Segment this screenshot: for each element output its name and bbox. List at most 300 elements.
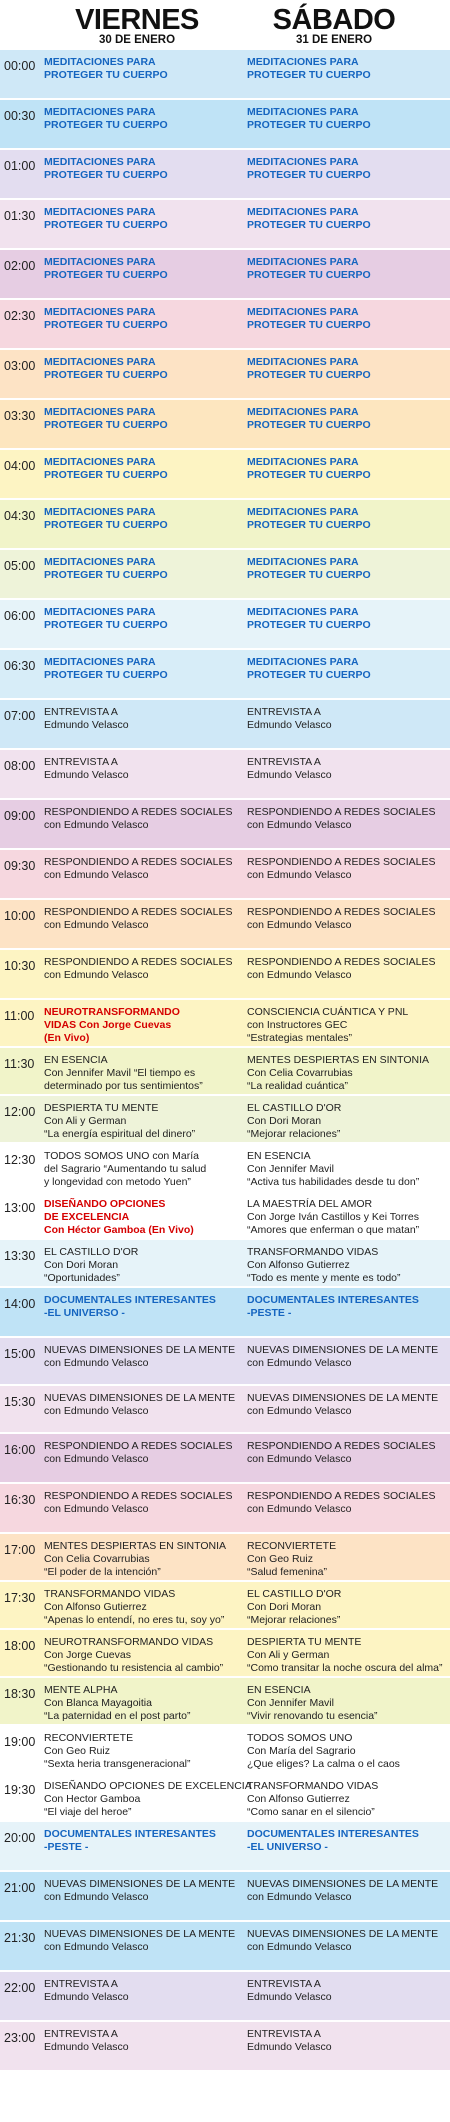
saturday-program (247, 56, 447, 82)
time-slot: 15:00 (4, 1347, 36, 1361)
friday-program (44, 856, 244, 882)
program-line: con Edmundo Velasco (247, 819, 352, 831)
program-line: PROTEGER TU CUERPO (44, 669, 168, 681)
saturday-program (247, 1102, 447, 1141)
program-line: MEDITACIONES PARA (44, 406, 156, 418)
program-line: PROTEGER TU CUERPO (247, 119, 371, 131)
schedule-row (0, 150, 450, 200)
program-line: MEDITACIONES PARA (44, 506, 156, 518)
program-line: RESPONDIENDO A REDES SOCIALES (247, 1440, 436, 1452)
program-line: Con Dori Moran (247, 1601, 322, 1613)
friday-program (44, 1684, 244, 1723)
friday-program (44, 1294, 244, 1320)
friday-program (44, 1878, 244, 1904)
program-line: RESPONDIENDO A REDES SOCIALES (44, 906, 233, 918)
program-line: determinado por tus sentimientos” (44, 1080, 203, 1092)
saturday-program (247, 556, 447, 582)
program-line: Con Alfonso Gutierrez (44, 1601, 147, 1613)
program-line: RESPONDIENDO A REDES SOCIALES (44, 956, 233, 968)
saturday-program (247, 1780, 447, 1819)
program-line: NUEVAS DIMENSIONES DE LA MENTE (247, 1344, 439, 1356)
program-line: con Edmundo Velasco (44, 1405, 149, 1417)
program-line: “Salud femenina” (247, 1566, 327, 1578)
saturday-program (247, 1294, 447, 1320)
program-line: PROTEGER TU CUERPO (44, 269, 168, 281)
time-slot: 21:30 (4, 1931, 36, 1945)
program-line: “Vivir renovando tu esencia” (247, 1710, 378, 1722)
program-line: RESPONDIENDO A REDES SOCIALES (44, 806, 233, 818)
time-slot: 03:00 (4, 359, 36, 373)
schedule-row (0, 900, 450, 950)
program-line: MEDITACIONES PARA (44, 256, 156, 268)
friday-program (44, 1344, 244, 1370)
schedule-row (0, 250, 450, 300)
program-line: PROTEGER TU CUERPO (247, 469, 371, 481)
program-line: PROTEGER TU CUERPO (247, 69, 371, 81)
program-line: con Edmundo Velasco (44, 819, 149, 831)
program-line: Con Ali y German (247, 1649, 330, 1661)
program-line: MEDITACIONES PARA (44, 606, 156, 618)
time-slot: 17:30 (4, 1591, 36, 1605)
program-line: PROTEGER TU CUERPO (44, 219, 168, 231)
friday-program (44, 1054, 244, 1093)
program-line: Edmundo Velasco (247, 719, 332, 731)
time-slot: 07:00 (4, 709, 36, 723)
saturday-program (247, 506, 447, 532)
schedule-row (0, 1192, 450, 1240)
program-line: Con Jorge Cuevas (44, 1649, 131, 1661)
program-line: MEDITACIONES PARA (44, 356, 156, 368)
friday-program (44, 556, 244, 582)
program-line: RESPONDIENDO A REDES SOCIALES (247, 1490, 436, 1502)
program-line: con Instructores GEC (247, 1019, 348, 1031)
program-line: DISEÑANDO OPCIONES DE EXCELENCIA (44, 1780, 252, 1792)
program-line: “Mejorar relaciones” (247, 1614, 341, 1626)
program-line: EN ESENCIA (247, 1150, 311, 1162)
program-line: con Edmundo Velasco (44, 869, 149, 881)
schedule-row (0, 1240, 450, 1288)
saturday-program (247, 706, 447, 732)
program-line: NUEVAS DIMENSIONES DE LA MENTE (247, 1392, 439, 1404)
program-line: DOCUMENTALES INTERESANTES (44, 1828, 216, 1840)
schedule-row (0, 750, 450, 800)
program-line: TODOS SOMOS UNO con María (44, 1150, 200, 1162)
program-line: MENTE ALPHA (44, 1684, 118, 1696)
program-line: “El poder de la intención” (44, 1566, 161, 1578)
schedule-row (0, 350, 450, 400)
program-line: EL CASTILLO D'OR (44, 1246, 139, 1258)
schedule-row (0, 1972, 450, 2022)
saturday-program (247, 206, 447, 232)
schedule-row (0, 1726, 450, 1774)
saturday-program (247, 856, 447, 882)
friday-program (44, 1392, 244, 1418)
program-line: Con Jennifer Mavil (247, 1163, 334, 1175)
program-line: con Edmundo Velasco (247, 1357, 352, 1369)
program-line: MEDITACIONES PARA (44, 556, 156, 568)
program-line: MEDITACIONES PARA (44, 306, 156, 318)
program-line: ENTREVISTA A (247, 1978, 321, 1990)
time-slot: 11:00 (4, 1009, 35, 1023)
schedule-row (0, 450, 450, 500)
schedule-row (0, 550, 450, 600)
program-line: TRANSFORMANDO VIDAS (247, 1780, 379, 1792)
program-line: “Oportunidades” (44, 1272, 120, 1284)
program-line: -EL UNIVERSO - (44, 1307, 125, 1319)
saturday-program (247, 1246, 447, 1285)
program-line: NUEVAS DIMENSIONES DE LA MENTE (44, 1344, 236, 1356)
time-slot: 04:00 (4, 459, 36, 473)
schedule-row (0, 500, 450, 550)
saturday-program (247, 106, 447, 132)
program-line: Con María del Sagrario (247, 1745, 356, 1757)
program-line: MEDITACIONES PARA (247, 156, 359, 168)
schedule-row (0, 1144, 450, 1192)
schedule-row (0, 100, 450, 150)
time-slot: 15:30 (4, 1395, 36, 1409)
friday-program (44, 1928, 244, 1954)
schedule-row (0, 50, 450, 100)
program-line: PROTEGER TU CUERPO (44, 69, 168, 81)
program-line: Con Jorge Iván Castillos y Kei Torres (247, 1211, 419, 1223)
time-slot: 06:30 (4, 659, 36, 673)
program-line: PROTEGER TU CUERPO (247, 169, 371, 181)
schedule-table (0, 50, 450, 2072)
friday-header (57, 6, 217, 47)
program-line: “Apenas lo entendí, no eres tu, soy yo” (44, 1614, 225, 1626)
program-line: Con Geo Ruiz (44, 1745, 110, 1757)
time-slot: 18:30 (4, 1687, 36, 1701)
schedule-row (0, 850, 450, 900)
time-slot: 02:00 (4, 259, 36, 273)
program-line: -PESTE - (247, 1307, 292, 1319)
saturday-program (247, 456, 447, 482)
friday-program (44, 156, 244, 182)
program-line: -EL UNIVERSO - (247, 1841, 328, 1853)
program-line: Edmundo Velasco (247, 769, 332, 781)
friday-date: 30 DE ENERO (98, 34, 176, 46)
schedule-row (0, 1534, 450, 1582)
friday-program (44, 1440, 244, 1466)
time-slot: 19:00 (4, 1735, 36, 1749)
program-line: RESPONDIENDO A REDES SOCIALES (247, 906, 436, 918)
saturday-program (247, 656, 447, 682)
friday-program (44, 2028, 244, 2054)
program-line: con Edmundo Velasco (44, 1941, 149, 1953)
saturday-program (247, 1054, 447, 1093)
program-line: Con Dori Moran (44, 1259, 119, 1271)
schedule-row (0, 1288, 450, 1338)
friday-program (44, 56, 244, 82)
time-slot: 12:30 (4, 1153, 36, 1167)
program-line: “Amores que enferman o que matan” (247, 1224, 420, 1236)
time-slot: 10:30 (4, 959, 36, 973)
program-line: ENTREVISTA A (247, 756, 321, 768)
saturday-title: SÁBADO (272, 4, 396, 36)
saturday-program (247, 1978, 447, 2004)
time-slot: 13:30 (4, 1249, 36, 1263)
program-line: “Activa tus habilidades desde tu don” (247, 1176, 420, 1188)
friday-program (44, 806, 244, 832)
program-line: Con Héctor Gamboa (En Vivo) (44, 1224, 194, 1236)
saturday-program (247, 1344, 447, 1370)
saturday-program (247, 1392, 447, 1418)
schedule-row (0, 700, 450, 750)
schedule-row (0, 600, 450, 650)
program-line: PROTEGER TU CUERPO (247, 519, 371, 531)
schedule-row (0, 800, 450, 850)
program-line: PROTEGER TU CUERPO (44, 369, 168, 381)
program-line: EN ESENCIA (44, 1054, 108, 1066)
program-line: RECONVIERTETE (44, 1732, 134, 1744)
friday-program (44, 1490, 244, 1516)
saturday-program (247, 406, 447, 432)
program-line: RESPONDIENDO A REDES SOCIALES (44, 1490, 233, 1502)
schedule-row (0, 650, 450, 700)
program-line: “Gestionando tu resistencia al cambio” (44, 1662, 224, 1674)
time-slot: 14:00 (4, 1297, 36, 1311)
program-line: DOCUMENTALES INTERESANTES (247, 1828, 419, 1840)
friday-program (44, 506, 244, 532)
friday-title: VIERNES (75, 4, 199, 36)
program-line: RESPONDIENDO A REDES SOCIALES (44, 1440, 233, 1452)
program-line: Edmundo Velasco (247, 1991, 332, 2003)
program-line: Con Jennifer Mavil (247, 1697, 334, 1709)
program-line: -PESTE - (44, 1841, 89, 1853)
schedule-row (0, 1922, 450, 1972)
program-line: PROTEGER TU CUERPO (44, 169, 168, 181)
program-line: MEDITACIONES PARA (247, 506, 359, 518)
friday-program (44, 1780, 252, 1819)
program-line: PROTEGER TU CUERPO (247, 219, 371, 231)
program-line: DESPIERTA TU MENTE (247, 1636, 362, 1648)
program-line: VIDAS Con Jorge Cuevas (44, 1019, 172, 1031)
time-slot: 21:00 (4, 1881, 36, 1895)
program-line: MENTES DESPIERTAS EN SINTONIA (44, 1540, 227, 1552)
program-line: PROTEGER TU CUERPO (44, 419, 168, 431)
program-line: ENTREVISTA A (247, 706, 321, 718)
time-slot: 23:00 (4, 2031, 36, 2045)
program-line: MEDITACIONES PARA (44, 206, 156, 218)
program-line: PROTEGER TU CUERPO (247, 369, 371, 381)
program-line: “Mejorar relaciones” (247, 1128, 341, 1140)
program-line: MEDITACIONES PARA (44, 456, 156, 468)
program-line: TODOS SOMOS UNO (247, 1732, 353, 1744)
saturday-program (247, 756, 447, 782)
program-line: RESPONDIENDO A REDES SOCIALES (247, 806, 436, 818)
program-line: MEDITACIONES PARA (44, 56, 156, 68)
program-line: PROTEGER TU CUERPO (247, 569, 371, 581)
program-line: “Sexta heria transgeneracional” (44, 1758, 191, 1770)
schedule-row (0, 1048, 450, 1096)
program-line: EN ESENCIA (247, 1684, 311, 1696)
program-line: con Edmundo Velasco (247, 1941, 352, 1953)
program-line: MEDITACIONES PARA (44, 156, 156, 168)
program-line: con Edmundo Velasco (247, 1891, 352, 1903)
friday-program (44, 1006, 244, 1045)
program-line: Con Ali y German (44, 1115, 127, 1127)
program-line: “La energía espiritual del dinero” (44, 1128, 196, 1140)
friday-program (44, 1540, 244, 1579)
program-line: MENTES DESPIERTAS EN SINTONIA (247, 1054, 430, 1066)
program-line: “La paternidad en el post parto” (44, 1710, 191, 1722)
schedule-row (0, 1386, 450, 1434)
program-line: y longevidad con metodo Yuen” (44, 1176, 191, 1188)
time-slot: 06:00 (4, 609, 36, 623)
saturday-program (247, 1490, 447, 1516)
saturday-program (247, 1588, 447, 1627)
program-line: NUEVAS DIMENSIONES DE LA MENTE (44, 1878, 236, 1890)
time-slot: 19:30 (4, 1783, 36, 1797)
schedule-row (0, 1872, 450, 1922)
schedule-row (0, 1000, 450, 1048)
program-line: PROTEGER TU CUERPO (247, 669, 371, 681)
schedule-row (0, 1774, 450, 1822)
friday-program (44, 1978, 244, 2004)
program-line: PROTEGER TU CUERPO (247, 319, 371, 331)
time-slot: 16:00 (4, 1443, 36, 1457)
program-line: PROTEGER TU CUERPO (44, 319, 168, 331)
saturday-program (247, 956, 447, 982)
program-line: TRANSFORMANDO VIDAS (44, 1588, 176, 1600)
time-slot: 03:30 (4, 409, 36, 423)
saturday-program (247, 256, 447, 282)
saturday-program (247, 306, 447, 332)
time-slot: 11:30 (4, 1057, 35, 1071)
time-slot: 02:30 (4, 309, 36, 323)
program-line: MEDITACIONES PARA (247, 556, 359, 568)
program-line: DOCUMENTALES INTERESANTES (247, 1294, 419, 1306)
saturday-program (247, 806, 447, 832)
program-line: PROTEGER TU CUERPO (44, 119, 168, 131)
program-line: ENTREVISTA A (44, 1978, 118, 1990)
program-line: MEDITACIONES PARA (247, 256, 359, 268)
program-line: con Edmundo Velasco (44, 1503, 149, 1515)
schedule-row (0, 400, 450, 450)
program-line: DISEÑANDO OPCIONES (44, 1198, 166, 1210)
program-line: RECONVIERTETE (247, 1540, 337, 1552)
program-line: EL CASTILLO D'OR (247, 1102, 342, 1114)
saturday-program (247, 1440, 447, 1466)
program-line: Con Geo Ruiz (247, 1553, 313, 1565)
saturday-program (247, 1684, 447, 1723)
program-line: (En Vivo) (44, 1032, 90, 1044)
program-line: NUEVAS DIMENSIONES DE LA MENTE (44, 1392, 236, 1404)
friday-program (44, 106, 244, 132)
program-line: con Edmundo Velasco (44, 919, 149, 931)
time-slot: 09:30 (4, 859, 36, 873)
program-line: RESPONDIENDO A REDES SOCIALES (247, 956, 436, 968)
program-line: “Estrategias mentales” (247, 1032, 353, 1044)
program-line: PROTEGER TU CUERPO (44, 519, 168, 531)
schedule-row (0, 1338, 450, 1386)
program-line: Edmundo Velasco (247, 2041, 332, 2053)
program-line: MEDITACIONES PARA (247, 456, 359, 468)
friday-program (44, 1246, 244, 1285)
program-line: MEDITACIONES PARA (247, 56, 359, 68)
program-line: con Edmundo Velasco (247, 1503, 352, 1515)
friday-program (44, 356, 244, 382)
friday-program (44, 256, 244, 282)
program-line: MEDITACIONES PARA (247, 306, 359, 318)
friday-program (44, 1198, 244, 1237)
saturday-program (247, 2028, 447, 2054)
schedule-row (0, 300, 450, 350)
friday-program (44, 406, 244, 432)
program-line: con Edmundo Velasco (247, 1405, 352, 1417)
program-line: PROTEGER TU CUERPO (44, 569, 168, 581)
schedule-row (0, 200, 450, 250)
program-line: DOCUMENTALES INTERESANTES (44, 1294, 216, 1306)
schedule-row (0, 2022, 450, 2072)
program-line: DESPIERTA TU MENTE (44, 1102, 159, 1114)
program-line: MEDITACIONES PARA (247, 656, 359, 668)
friday-program (44, 656, 244, 682)
friday-program (44, 1102, 244, 1141)
program-line: LA MAESTRÍA DEL AMOR (247, 1198, 373, 1210)
saturday-program (247, 156, 447, 182)
program-line: PROTEGER TU CUERPO (247, 269, 371, 281)
time-slot: 20:00 (4, 1831, 36, 1845)
program-line: MEDITACIONES PARA (44, 106, 156, 118)
saturday-program (247, 1828, 447, 1854)
program-line: “Todo es mente y mente es todo” (247, 1272, 401, 1284)
friday-program (44, 1732, 244, 1771)
time-slot: 01:30 (4, 209, 36, 223)
program-line: PROTEGER TU CUERPO (44, 469, 168, 481)
saturday-program (247, 606, 447, 632)
program-line: RESPONDIENDO A REDES SOCIALES (247, 856, 436, 868)
program-line: del Sagrario “Aumentando tu salud (44, 1163, 207, 1175)
time-slot: 13:00 (4, 1201, 36, 1215)
friday-program (44, 706, 244, 732)
schedule-row (0, 1822, 450, 1872)
time-slot: 10:00 (4, 909, 36, 923)
program-line: con Edmundo Velasco (247, 969, 352, 981)
saturday-program (247, 1928, 447, 1954)
program-line: Edmundo Velasco (44, 719, 129, 731)
program-line: Con Dori Moran (247, 1115, 322, 1127)
program-line: ENTREVISTA A (44, 2028, 118, 2040)
friday-program (44, 306, 244, 332)
program-line: Con Alfonso Gutierrez (247, 1259, 350, 1271)
program-line: ENTREVISTA A (44, 756, 118, 768)
program-line: “Como transitar la noche oscura del alma” (247, 1662, 443, 1674)
friday-program (44, 1828, 244, 1854)
friday-program (44, 956, 244, 982)
time-slot: 18:00 (4, 1639, 36, 1653)
program-line: PROTEGER TU CUERPO (44, 619, 168, 631)
schedule-row (0, 1484, 450, 1534)
time-slot: 09:00 (4, 809, 36, 823)
schedule-header (0, 0, 450, 50)
program-line: MEDITACIONES PARA (247, 356, 359, 368)
schedule-row (0, 1434, 450, 1484)
program-line: “Como sanar en el silencio” (247, 1806, 375, 1818)
program-line: NEUROTRANSFORMANDO VIDAS (44, 1636, 214, 1648)
program-line: Con Jennifer Mavil “El tiempo es (44, 1067, 196, 1079)
time-slot: 17:00 (4, 1543, 36, 1557)
time-slot: 00:30 (4, 109, 36, 123)
program-line: con Edmundo Velasco (247, 919, 352, 931)
program-line: con Edmundo Velasco (44, 969, 149, 981)
friday-program (44, 206, 244, 232)
program-line: MEDITACIONES PARA (247, 106, 359, 118)
program-line: PROTEGER TU CUERPO (247, 619, 371, 631)
time-slot: 00:00 (4, 59, 36, 73)
program-line: “La realidad cuántica” (247, 1080, 348, 1092)
program-line: Con Blanca Mayagoitia (44, 1697, 152, 1709)
